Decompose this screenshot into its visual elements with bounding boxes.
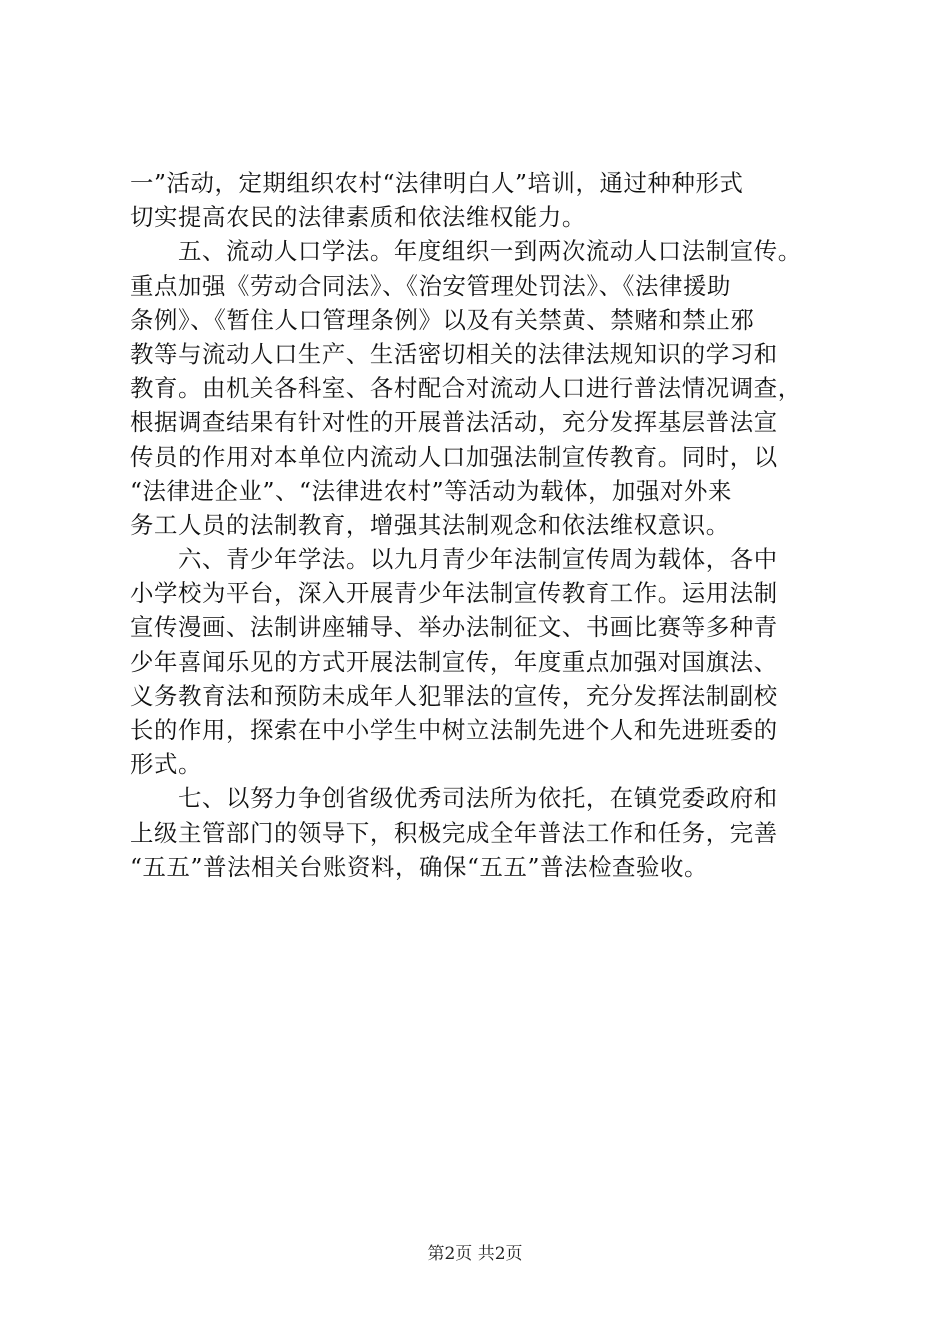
text-line: 教等与流动人口生产、生活密切相关的法律法规知识的学习和 [130, 339, 778, 368]
text-line: 上级主管部门的领导下，积极完成全年普法工作和任务，完善 [130, 818, 778, 847]
text-line: 七、以努力争创省级优秀司法所为依托，在镇党委政府和 [130, 784, 778, 813]
text-line: 一”活动，定期组织农村“法律明白人”培训，通过种种形式 [130, 169, 744, 197]
text-line: 少年喜闻乐见的方式开展法制宣传，年度重点加强对国旗法、 [130, 647, 778, 676]
text-line: 教育。由机关各科室、各村配合对流动人口进行普法情况调查， [130, 374, 802, 403]
text-line: 根据调查结果有针对性的开展普法活动，充分发挥基层普法宣 [130, 408, 778, 437]
text-line: 形式。 [130, 750, 202, 779]
text-line: 六、青少年学法。以九月青少年法制宣传周为载体，各中 [130, 545, 778, 574]
text-line: “法律进企业”、“法律进农村”等活动为载体，加强对外来 [130, 476, 733, 505]
text-line: 条例》、《暂住人口管理条例》以及有关禁黄、禁赌和禁止邪 [130, 305, 755, 334]
page-number-footer: 第2页 共2页 [427, 1244, 523, 1264]
text-line: 务工人员的法制教育，增强其法制观念和依法维权意识。 [130, 510, 730, 539]
text-line: 小学校为平台，深入开展青少年法制宣传教育工作。运用法制 [130, 579, 778, 608]
text-line: 切实提高农民的法律素质和依法维权能力。 [130, 203, 586, 232]
text-line: 重点加强《劳动合同法》、《治安管理处罚法》、《法律援助 [130, 271, 731, 300]
text-line: “五五”普法相关台账资料，确保“五五”普法检查验收。 [130, 852, 709, 881]
text-line: 五、流动人口学法。年度组织一到两次流动人口法制宣传。 [130, 237, 802, 266]
document-body [130, 166, 830, 884]
text-line: 长的作用，探索在中小学生中树立法制先进个人和先进班委的 [130, 716, 778, 744]
text-line: 传员的作用对本单位内流动人口加强法制宣传教育。同时，以 [130, 442, 778, 471]
text-line: 宣传漫画、法制讲座辅导、举办法制征文、书画比赛等多种青 [130, 613, 778, 642]
text-line: 义务教育法和预防未成年人犯罪法的宣传，充分发挥法制副校 [130, 681, 778, 710]
